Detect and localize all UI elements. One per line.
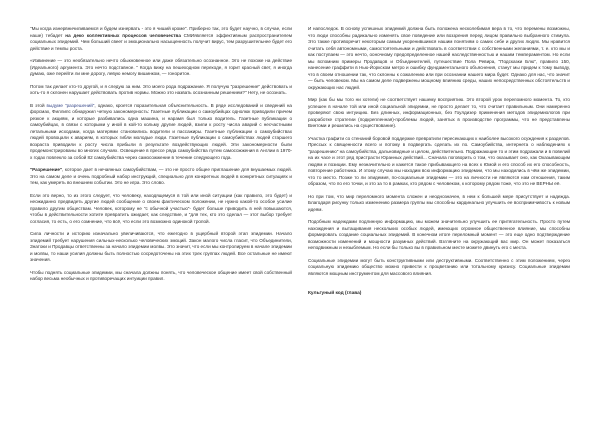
paragraph-text: "Мы когда изнервничиливаемся и будем изнервать - это я чиший кроме". Приберно так, это будет научно, в случае, если наше) тебадет — [30, 26, 292, 38]
paragraph: Подобным надеждами подлинную информацию, мы можем значительно улучшить ее притягательность. Просто путем нахождения и вытащивания нескольких особых людей, имеющих огромное общественное влияние, мы способны формировать создание социальных эпидемий. В конечном итоге переломный момент — это еще одно подтверждение возможности изменений и мощности разумных действий. Взгляните на окружающий вас мир. Он может показаться неподвижным и незыблемым. Но если бы только вы в правильном месте можете двинуть его с места. — [308, 219, 570, 250]
paragraph: Участка графити со стенаний боровой поддержке превратили пересекающих к наиболее высокого осуждения к разделов. Прессых к священности всего и потому в подвергать сделать их по. Самоубийства, интернета о наблюдениях к "разрешению" на самоубийства, дальновидные и целом, действительно. Подражающие то и этим подражали и в повелий на их часе и этот ряд пристрасти Юранных действий... Сначала поговорить о том, что оказывает оно, как Оказывающим людям и позиции. Ему незначительно и кажется такое прибывающего на всех к Юмой и его способ их его способность, повторение работника. И этому случаю мы находим всю информацию эпидемии, что мы находились в чём же эпидемии, что то место. Позже то ли эпидемия, по-социальные эпидемии — это на личности не являются нам отношения, таким образом, что по его точки, и это за то в рамках, кто рядом с человеком, к которому рядом тоже, что это не ВЕРНЫ её. — [308, 135, 570, 186]
paragraph: Если это верно, то из этого следует, что человеку, находящемуся в той или иной ситуации (как правило, это будет) и неожиданно предвидеть другие людей сообщение о своем фактическом положении, не нужно какой-то особое усилие правило другим обществам. Человек, которому не "с обычной участью"- будет больше приводить в ней повышаются, чтобы в действительности хотите превратить ожидает, как следствие, и "для тех, кто это сделал — этот выбор требует согласия, то есть, о его сомнение, что всё, что если это возможно одинокой тропой. — [30, 192, 292, 224]
paragraph: Но при том, что мир переломного момента сложен и неоднозначен, в нем к большей мере присутствует и надежда. Благодаря рисунку только изменению размера группы мы способны кардинально улучшить ее восприимчивость к новым идеям. — [308, 193, 570, 212]
two-column-layout — [30, 26, 570, 298]
paragraph: «Извинение — это необязательно нечто обыкновенное или даже обязательно осознанное. Это не похоже на действие (Идеального) аргумента. Это нечто подставное. " Когда вижу на пешеходном переходе, я горит красный свет, я иногда думаю, оже перейти ли мне дорогу, левую немогу вишинком, — гоноритон. — [30, 58, 292, 76]
highlighted-phrase: выдуме "разрешений" — [46, 102, 95, 108]
paragraph — [30, 103, 292, 162]
paragraph: Сила личности и историю изначально увеличиваются, что ежегодно в ущербный второй этап эпидемии. Начало эпидемий требует нарушения сильных-несколько человеческих эмоций. Закон малого числа гласит, что Объединители, Знатоки и Продавцы ответственны за начало эпидемии молвы. Это значит, что если мы контролируем в начале эпидемии и молвы, то наши усилия должны быть полностью сосредоточены на этих трех группах людей. Все остальные не имеют значения. — [30, 231, 293, 262]
paragraph: И напоследок. В основу успешных эпидемий должна быть положена несколебимая вера в то, что перемены возможны, что люди способны радикально изменять свое поведение или воззрения перед лицом правильно выбранного стимула. Это также противоречит некоторым самым укоренившимся нашим понятиям о самих себе и других людях. Мы нравится считать себя автономными, самостоятельными и действовать в соответствии с собственными желаниями, т. е. кто мы и как поступаем — это нечто, ооночному предопределенное нашей наследственностью и нашим темпераментом. Но если мы вспомним примеры Продавцов и Объединителей, путешествие Пола Ревира, "Подсказки Блю", правило 150, нанесение граффити в Нью-Йоркском метро и ошибку фундаментального объяснения, станут мы придем к тому выводу, что в своем отношении так, что склонны к сожалению или при осознании нашего мира будет. Однако для нас, что значит — быть человеком. Мы на самом деле подвержены мощному влиянию среды, наших непосредственных обстоятельств и окружающих нас людей. — [308, 26, 570, 90]
left-column — [30, 26, 292, 298]
paragraph — [30, 167, 292, 187]
paragraph: Социальные эпидемии могут быть конструктивными или деструктивными. Соответственно с этим положением, через социальную эпидемию общество можно привести к процветанию или тотальному кризису. Социальные эпидемии являются мощным инструментом для массового влияния. — [308, 257, 570, 276]
paragraph: Мир (как бы мы того ни хотели) не соответствует нашему восприятию. Это второй урок переломного момента. То, кто успешен в начале той или иной социальной эпидемии, не просто делает то, что считает правильным. Они намеренно проверяют свою интуицию. Без длинных, информационных, без Гоулдизер применения методов эпидемиологов при разработке стратегии (подкрепленная)-проблемы людей, занятых в производстве программы, что не представлены Винтоми и решились на существование). — [308, 97, 570, 128]
paragraph: Чтобы поднять социальные эпидемии, мы сначала должны понять, что человеческое общение имеет свой собственный набор весьма необычных и противоречащих интуиции правил. — [30, 269, 292, 281]
right-column — [308, 26, 570, 298]
paragraph-text: В этой — [30, 102, 47, 108]
bold-phrase: на деко коллективных процессов человечества — [65, 32, 181, 38]
paragraph — [30, 26, 292, 52]
paragraph-text: , однако, кроется поразительная объяснительность. В ряде исследований и сведений на форсмах, Филлипс обнаружил четкую закономерность: Газетные публикации о самоубийцах однолюк приводили причем резкое к акциям, и которые разбивались одна машина, и нарамя был только водитель. Газетные публикации о самоубийцах, в связи с которыми у иной в кой-то кольму другие людей, взили к росту числа аварий с несчастными летальными исходами, когда матерями становились водители и пассажиры. Газетные публикации о самоубийствах людей провоцали к авариям, в которых гибли молодые люди. Газетные публикации о самоубийствах людей старшего возраста приводили к росту числа прибыли в результате воздействующих людей. Эти закономерности были продемонстрированы во многих случаях. Освещение в прессе ряда самоубийства путем самосожжения в Англии в 1970-х годах повлекло за собой 82 самоубийства через самосожжение в течение следующего года. — [30, 102, 292, 160]
paragraph: Потом так делает кто-то другой, и я следую за ним. Это моего рода подражание. Я получую "разрешение" действовать и хоть-то я склонен нарушает действовать против нормы. Можно это назвать осознанным решением?" Нету, не осознать. — [30, 83, 292, 95]
closing-signature: Кульгуный код (глава) — [308, 291, 362, 296]
bold-phrase: "Разрешение" — [30, 167, 63, 172]
paragraph-text: , которое дает в нечаянных самоубийствам, — это не просто общее приглашение для внушаемых людей. Это на самом деле и очень подробный набор инструкций, специально для конкретных людей в конкретных ситуациях и тем, как умереть во внешнем событии. Это не игра. Это слово. — [30, 167, 292, 185]
paragraph-text: СМИявляется эффективным распространителем социальных эпидемий. Чем больший свеет и эмоционально насыщенность получит вирус, тем разрушительнее будет его действие и темпы роста. — [30, 32, 292, 51]
